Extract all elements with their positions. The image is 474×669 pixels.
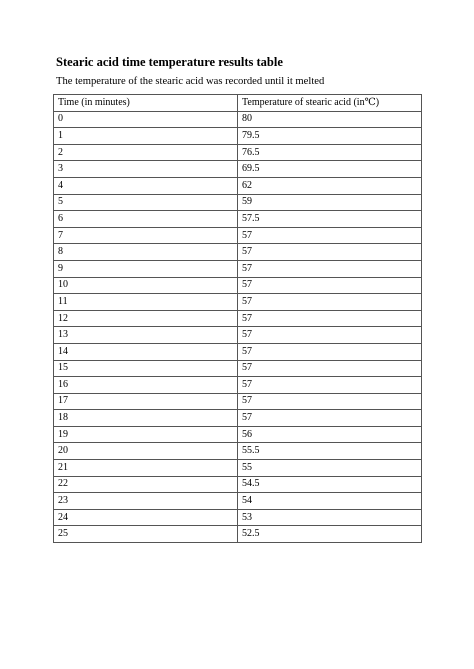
table-row [54,526,422,543]
table-row [54,493,422,510]
temperature-cell: 53 [238,509,422,526]
time-cell: 6 [54,211,238,228]
table-row [54,393,422,410]
temperature-cell: 79.5 [238,128,422,145]
table-row [54,144,422,161]
time-cell: 22 [54,476,238,493]
time-cell: 8 [54,244,238,261]
temperature-cell: 57 [238,227,422,244]
time-cell: 10 [54,277,238,294]
temperature-cell: 57 [238,294,422,311]
time-cell: 19 [54,426,238,443]
table-row [54,128,422,145]
table-row [54,194,422,211]
temperature-cell: 52.5 [238,526,422,543]
time-cell: 25 [54,526,238,543]
table-row [54,343,422,360]
header-temperature: Temperature of stearic acid (in℃) [238,95,422,112]
table-row [54,177,422,194]
table-header-row [54,95,422,112]
temperature-cell: 57 [238,360,422,377]
time-cell: 5 [54,194,238,211]
time-cell: 2 [54,144,238,161]
temperature-cell: 57 [238,343,422,360]
temperature-cell: 69.5 [238,161,422,178]
table-row [54,476,422,493]
time-cell: 17 [54,393,238,410]
temperature-cell: 54.5 [238,476,422,493]
table-row [54,244,422,261]
table-row [54,277,422,294]
temperature-cell: 62 [238,177,422,194]
table-body [54,111,422,542]
temperature-cell: 57 [238,377,422,394]
table-row [54,460,422,477]
table-row [54,161,422,178]
temperature-cell: 57 [238,260,422,277]
table-row [54,294,422,311]
document-title: Stearic acid time temperature results table [56,55,283,69]
temperature-cell: 56 [238,426,422,443]
time-cell: 23 [54,493,238,510]
table-row [54,426,422,443]
temperature-cell: 57 [238,327,422,344]
table-row [54,360,422,377]
table-row [54,310,422,327]
table-row [54,377,422,394]
document-subtitle: The temperature of the stearic acid was recorded until it melted [56,76,325,87]
temperature-cell: 57 [238,277,422,294]
table-row [54,327,422,344]
time-cell: 24 [54,509,238,526]
time-cell: 1 [54,128,238,145]
time-cell: 9 [54,260,238,277]
time-cell: 7 [54,227,238,244]
time-cell: 13 [54,327,238,344]
temperature-cell: 57 [238,410,422,427]
temperature-cell: 57 [238,393,422,410]
header-time: Time (in minutes) [54,95,238,112]
time-cell: 21 [54,460,238,477]
temperature-cell: 54 [238,493,422,510]
time-cell: 18 [54,410,238,427]
temperature-cell: 76.5 [238,144,422,161]
results-table [53,94,422,543]
temperature-cell: 80 [238,111,422,128]
time-cell: 12 [54,310,238,327]
time-cell: 15 [54,360,238,377]
time-cell: 0 [54,111,238,128]
time-cell: 4 [54,177,238,194]
table-row [54,111,422,128]
temperature-cell: 57 [238,244,422,261]
table-row [54,410,422,427]
table-row [54,260,422,277]
temperature-cell: 55 [238,460,422,477]
table-row [54,443,422,460]
time-cell: 3 [54,161,238,178]
time-cell: 14 [54,343,238,360]
temperature-cell: 57 [238,310,422,327]
time-cell: 20 [54,443,238,460]
temperature-cell: 59 [238,194,422,211]
temperature-cell: 55.5 [238,443,422,460]
temperature-cell: 57.5 [238,211,422,228]
table-row [54,227,422,244]
table-row [54,211,422,228]
table-row [54,509,422,526]
time-cell: 16 [54,377,238,394]
time-cell: 11 [54,294,238,311]
